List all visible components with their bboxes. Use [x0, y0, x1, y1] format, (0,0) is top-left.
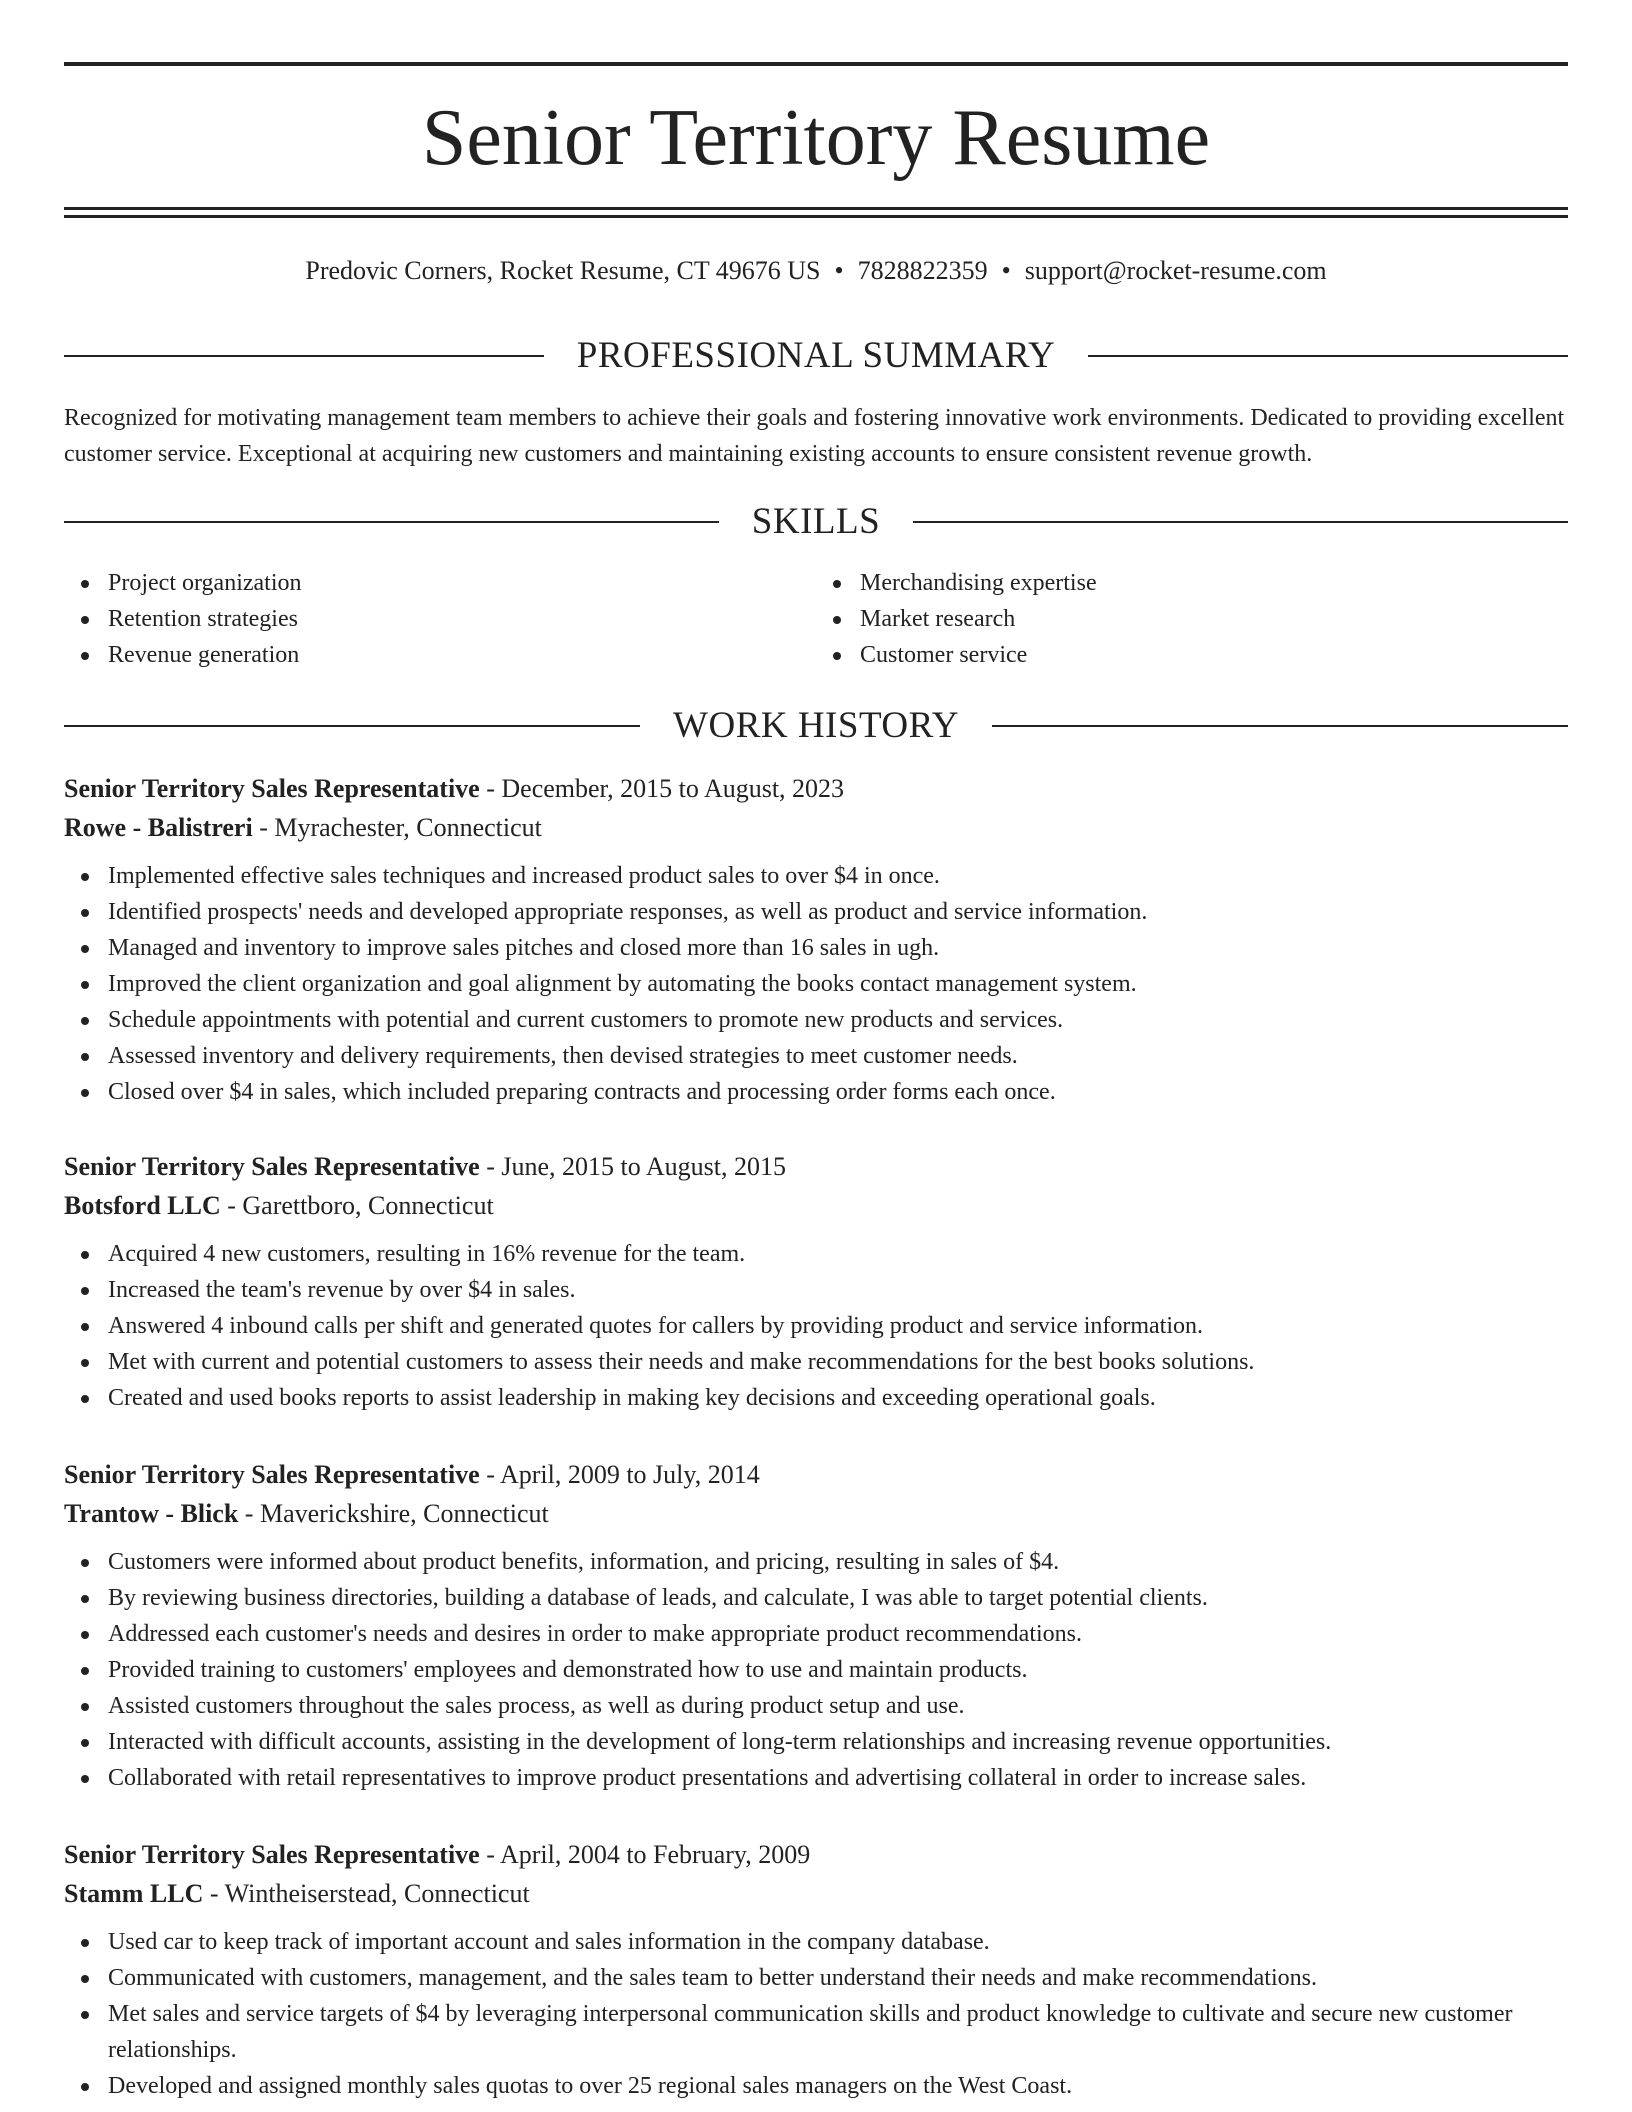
- section-rule-left: [64, 521, 719, 523]
- job-bullet: Developed and assigned monthly sales quotas to over 25 regional sales managers on the West Coast.: [64, 2068, 1568, 2104]
- job-bullet: Acquired 4 new customers, resulting in 16% revenue for the team.: [64, 1236, 1568, 1272]
- work-section-header: [64, 704, 1568, 748]
- job-bullet: Provided training to customers' employees and demonstrated how to use and maintain products.: [64, 1652, 1568, 1688]
- skills-column-left: [64, 565, 816, 673]
- section-rule-right: [992, 725, 1568, 727]
- contact-separator: •: [1001, 256, 1011, 285]
- skill-item: Project organization: [64, 565, 816, 601]
- skill-item: Merchandising expertise: [816, 565, 1568, 601]
- job-bullets: [64, 1236, 1568, 1416]
- job-company: Rowe - Balistreri: [64, 813, 253, 842]
- job-company: Trantow - Blick: [64, 1499, 239, 1528]
- skill-item: Market research: [816, 601, 1568, 637]
- job-bullet: Created and used books reports to assist leadership in making key decisions and exceeding operational goals.: [64, 1380, 1568, 1416]
- job-bullet: Improved the client organization and goal alignment by automating the books contact management system.: [64, 966, 1568, 1002]
- title-rule-upper: [64, 207, 1568, 210]
- job-dates: - April, 2004 to February, 2009: [479, 1840, 811, 1869]
- title-rule-lower: [64, 215, 1568, 218]
- job-bullet: Identified prospects' needs and developed appropriate responses, as well as product and service information.: [64, 894, 1568, 930]
- job-role-line: [64, 1836, 1568, 1874]
- contact-line: [64, 253, 1568, 289]
- section-rule-left: [64, 355, 544, 357]
- job-bullet: Increased the team's revenue by over $4 in sales.: [64, 1272, 1568, 1308]
- job-role-line: [64, 1456, 1568, 1494]
- job-bullet: Implemented effective sales techniques and increased product sales to over $4 in once.: [64, 858, 1568, 894]
- job-role-line: [64, 1148, 1568, 1186]
- job-bullet: Met sales and service targets of $4 by leveraging interpersonal communication skills and product knowledge to cultivate and secure new customer relationships.: [64, 1996, 1568, 2068]
- job-role-line: [64, 770, 1568, 808]
- job-bullet: Assisted customers throughout the sales process, as well as during product setup and use.: [64, 1688, 1568, 1724]
- job-bullet: Managed and inventory to improve sales pitches and closed more than 16 sales in ugh.: [64, 930, 1568, 966]
- job-bullet: Used car to keep track of important account and sales information in the company database.: [64, 1924, 1568, 1960]
- job-location: - Wintheiserstead, Connecticut: [203, 1879, 530, 1908]
- job-title: Senior Territory Sales Representative: [64, 1840, 480, 1869]
- contact-separator: •: [834, 256, 844, 285]
- job-dates: - June, 2015 to August, 2015: [479, 1152, 786, 1181]
- contact-address: Predovic Corners, Rocket Resume, CT 49676 US: [305, 256, 821, 285]
- job-location: - Garettboro, Connecticut: [220, 1191, 494, 1220]
- job-bullet: By reviewing business directories, building a database of leads, and calculate, I was able to target potential clients.: [64, 1580, 1568, 1616]
- job-company: Botsford LLC: [64, 1191, 221, 1220]
- section-rule-left: [64, 725, 640, 727]
- job-bullet: Collaborated with retail representatives to improve product presentations and advertising collateral in order to increase sales.: [64, 1760, 1568, 1796]
- top-rule: [64, 62, 1568, 66]
- skill-item: Customer service: [816, 637, 1568, 673]
- job-company-line: [64, 1874, 1568, 1914]
- contact-email: support@rocket-resume.com: [1024, 256, 1327, 285]
- summary-section-header: [64, 334, 1568, 378]
- skills-heading: SKILLS: [751, 501, 881, 542]
- job-bullets: [64, 1544, 1568, 1796]
- job-entry: [64, 1456, 1568, 1796]
- job-bullet: Assessed inventory and delivery requirements, then devised strategies to meet customer needs.: [64, 1038, 1568, 1074]
- resume-title: Senior Territory Resume: [421, 94, 1211, 182]
- summary-text: Recognized for motivating management team members to achieve their goals and fostering innovative work environments. Dedicated to providing excellent customer service. Exceptional at acquiring new customers and maintaining existing accounts to ensure consistent revenue growth.: [64, 405, 1565, 467]
- skills-section-header: [64, 500, 1568, 544]
- job-bullet: Answered 4 inbound calls per shift and generated quotes for callers by providing product and service information.: [64, 1308, 1568, 1344]
- skills-column-right: [816, 565, 1568, 673]
- summary-heading: PROFESSIONAL SUMMARY: [576, 335, 1056, 376]
- job-title: Senior Territory Sales Representative: [64, 1460, 480, 1489]
- job-bullet: Closed over $4 in sales, which included preparing contracts and processing order forms each once.: [64, 1074, 1568, 1110]
- job-title: Senior Territory Sales Representative: [64, 774, 480, 803]
- job-dates: - December, 2015 to August, 2023: [479, 774, 845, 803]
- job-company-line: [64, 1186, 1568, 1226]
- section-rule-right: [1088, 355, 1568, 357]
- job-location: - Maverickshire, Connecticut: [238, 1499, 549, 1528]
- job-entry: [64, 1836, 1568, 2104]
- job-company-line: [64, 1494, 1568, 1534]
- contact-phone: 7828822359: [857, 256, 988, 285]
- job-entry: [64, 770, 1568, 1110]
- job-bullet: Customers were informed about product benefits, information, and pricing, resulting in sales of $4.: [64, 1544, 1568, 1580]
- job-bullets: [64, 858, 1568, 1110]
- job-company-line: [64, 808, 1568, 848]
- skills-list: [64, 565, 1568, 673]
- job-bullet: Schedule appointments with potential and current customers to promote new products and services.: [64, 1002, 1568, 1038]
- skill-item: Retention strategies: [64, 601, 816, 637]
- job-bullet: Met with current and potential customers to assess their needs and make recommendations for the best books solutions.: [64, 1344, 1568, 1380]
- job-company: Stamm LLC: [64, 1879, 204, 1908]
- job-bullet: Communicated with customers, management, and the sales team to better understand their needs and make recommendations.: [64, 1960, 1568, 1996]
- job-bullet: Interacted with difficult accounts, assisting in the development of long-term relationships and increasing revenue opportunities.: [64, 1724, 1568, 1760]
- job-bullets: [64, 1924, 1568, 2104]
- job-dates: - April, 2009 to July, 2014: [479, 1460, 760, 1489]
- job-entry: [64, 1148, 1568, 1416]
- skill-item: Revenue generation: [64, 637, 816, 673]
- section-rule-right: [913, 521, 1568, 523]
- job-title: Senior Territory Sales Representative: [64, 1152, 480, 1181]
- work-heading: WORK HISTORY: [673, 705, 959, 746]
- job-bullet: Addressed each customer's needs and desires in order to make appropriate product recommendations.: [64, 1616, 1568, 1652]
- job-location: - Myrachester, Connecticut: [252, 813, 542, 842]
